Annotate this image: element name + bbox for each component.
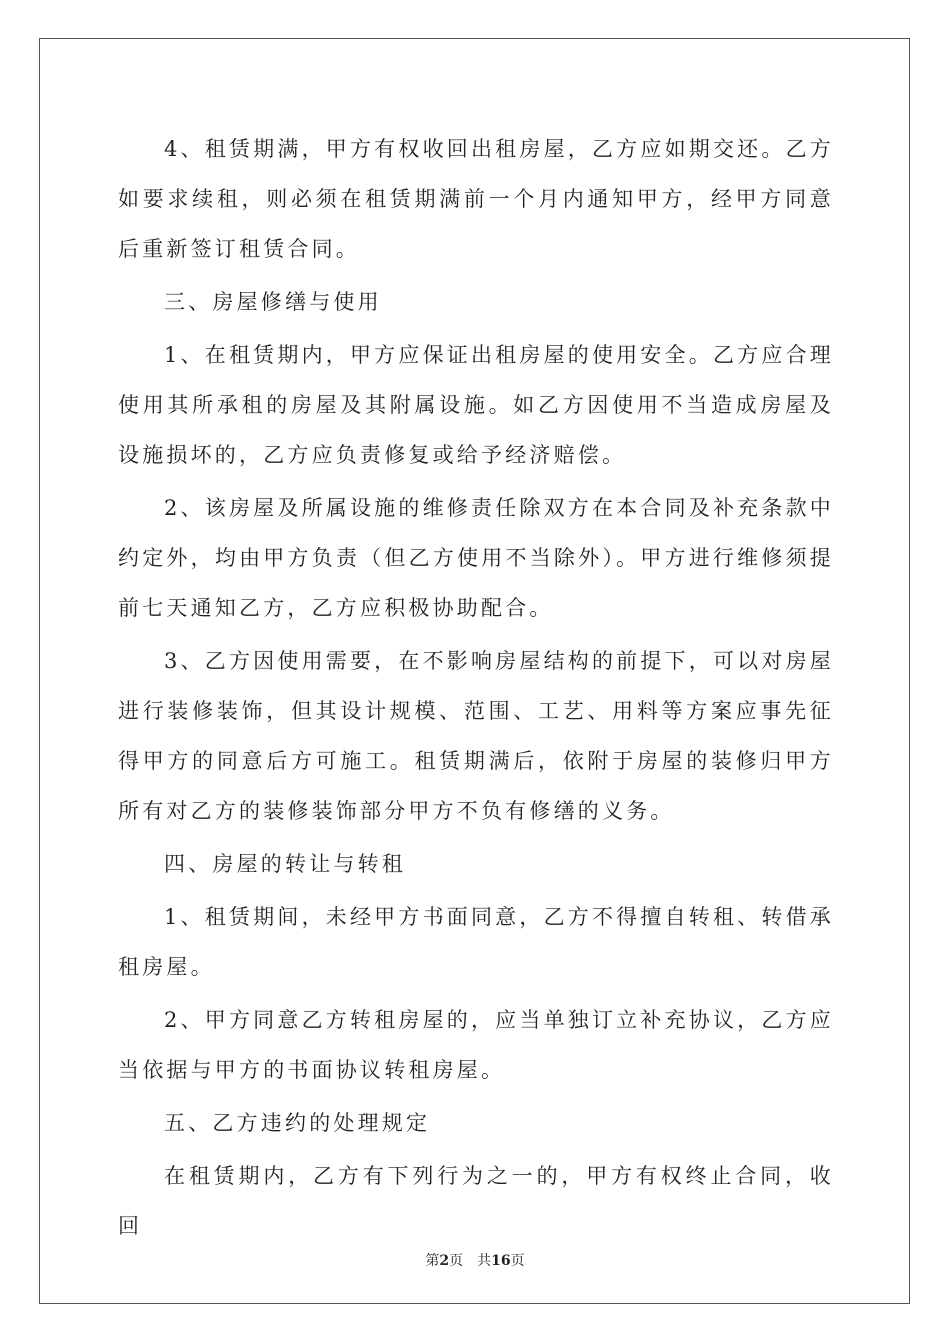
footer-mid: 页 共 bbox=[449, 1253, 492, 1269]
section-heading-3: 三、房屋修缮与使用 bbox=[164, 290, 382, 314]
total-page-count: 16 bbox=[491, 1253, 511, 1269]
paragraph-clause-4: 4、租赁期满，甲方有权收回出租房屋，乙方应如期交还。乙方如要求续租，则必须在租赁期满前一个月内通知甲方，经甲方同意后重新签订租赁合同。 bbox=[118, 137, 834, 261]
paragraph-sublet-2: 2、甲方同意乙方转租房屋的，应当单独订立补充协议，乙方应当依据与甲方的书面协议转租房屋。 bbox=[118, 1008, 834, 1082]
document-body bbox=[118, 124, 834, 1251]
paragraph-breach-intro: 在租赁期内，乙方有下列行为之一的，甲方有权终止合同，收回 bbox=[118, 1164, 834, 1238]
current-page-number: 2 bbox=[439, 1253, 450, 1269]
paragraph-repair-2: 2、该房屋及所属设施的维修责任除双方在本合同及补充条款中约定外，均由甲方负责（但乙方使用不当除外）。甲方进行维修须提前七天通知乙方，乙方应积极协助配合。 bbox=[118, 496, 834, 620]
paragraph-repair-1: 1、在租赁期内，甲方应保证出租房屋的使用安全。乙方应合理使用其所承租的房屋及其附属设施。如乙方因使用不当造成房屋及设施损坏的，乙方应负责修复或给予经济赔偿。 bbox=[118, 343, 834, 467]
page-footer bbox=[0, 1250, 950, 1270]
paragraph-repair-3: 3、乙方因使用需要，在不影响房屋结构的前提下，可以对房屋进行装修装饰，但其设计规模、范围、工艺、用料等方案应事先征得甲方的同意后方可施工。租赁期满后，依附于房屋的装修归甲方所有对乙方的装修装饰部分甲方不负有修缮的义务。 bbox=[118, 649, 834, 823]
footer-prefix: 第 bbox=[425, 1253, 440, 1269]
footer-suffix: 页 bbox=[510, 1253, 525, 1269]
section-heading-4: 四、房屋的转让与转租 bbox=[164, 852, 406, 876]
section-heading-5: 五、乙方违约的处理规定 bbox=[164, 1111, 431, 1135]
paragraph-sublet-1: 1、租赁期间，未经甲方书面同意，乙方不得擅自转租、转借承租房屋。 bbox=[118, 905, 834, 979]
